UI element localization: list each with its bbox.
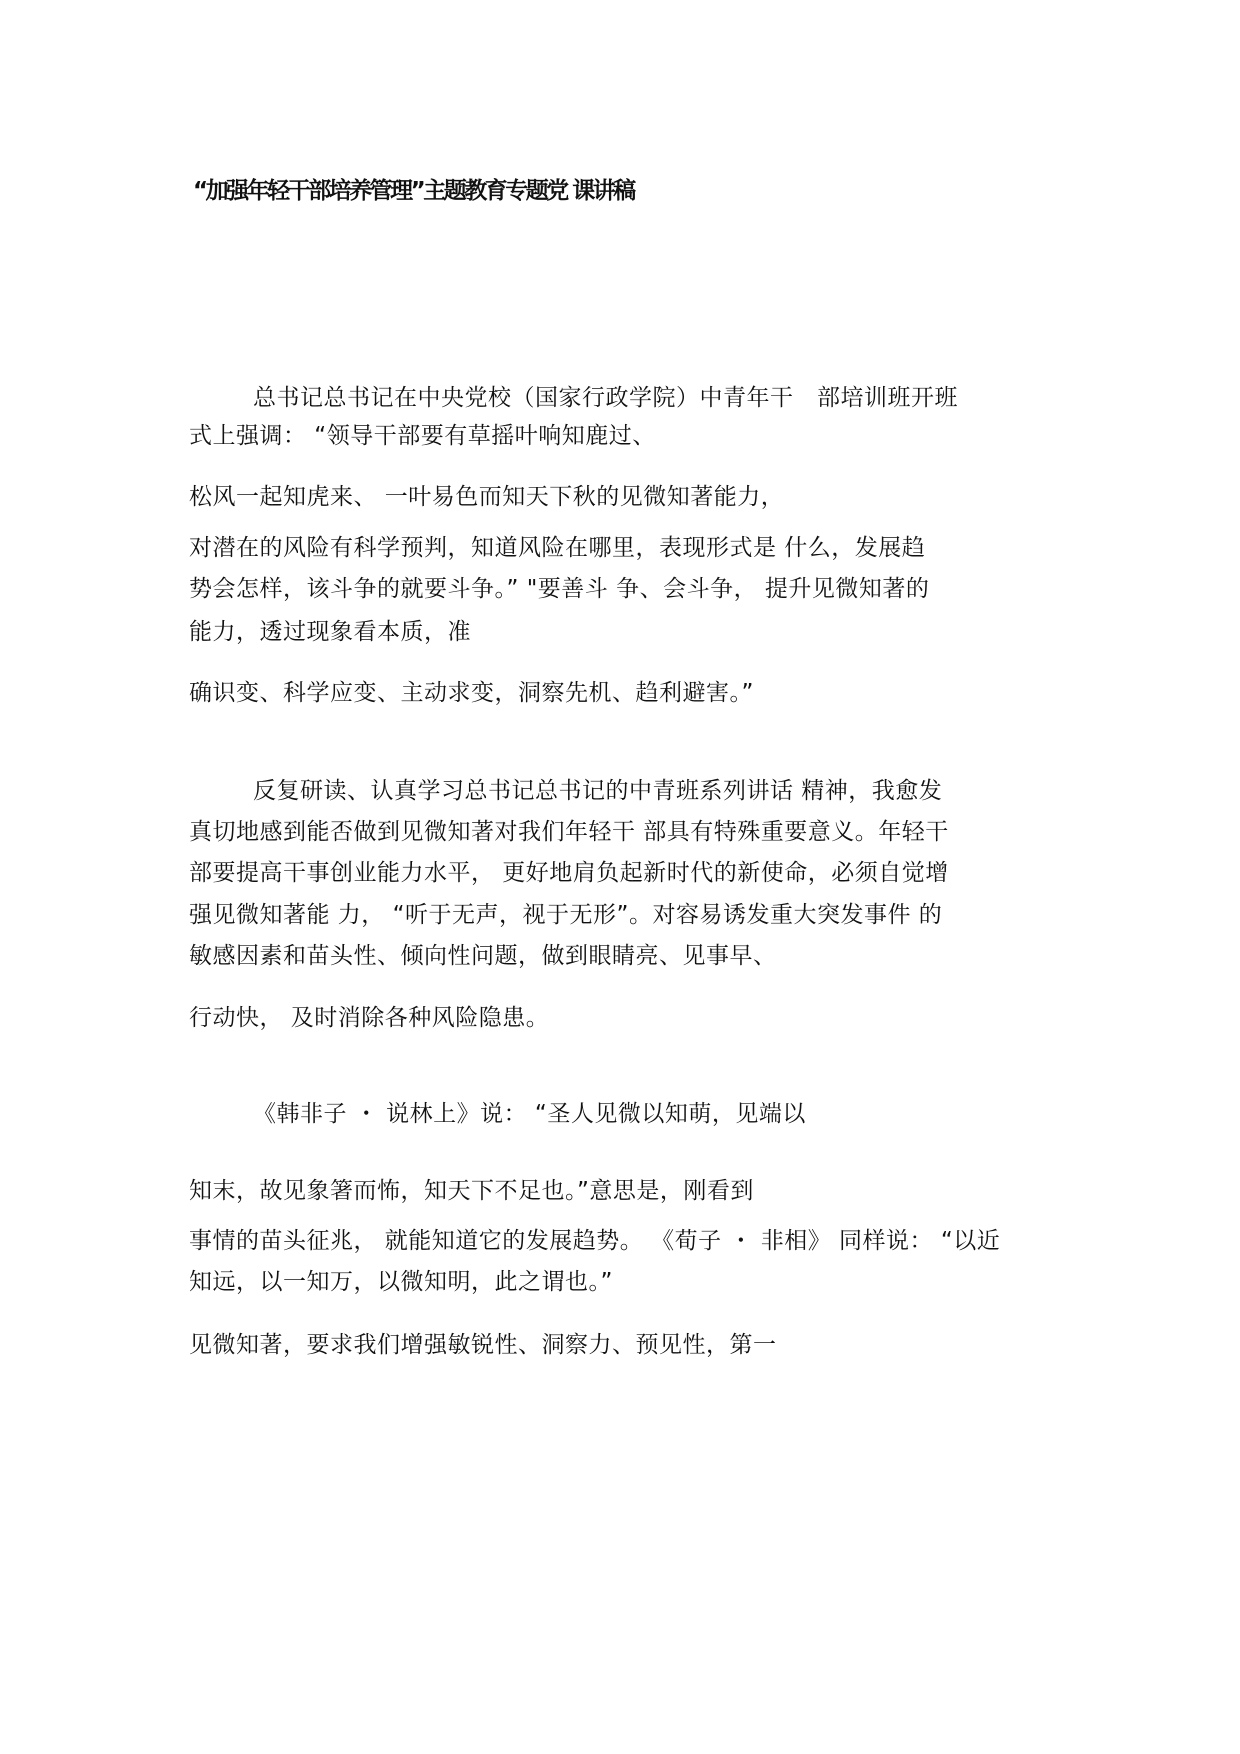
paragraph-2-line-1: 反复研读、认真学习总书记总书记的中青班系列讲话 精神，我愈发 [253, 778, 943, 804]
paragraph-2-line-3: 部要提高干事创业能力水平， 更好地肩负起新时代的新使命，必须自觉增 [189, 860, 949, 886]
paragraph-1-line-1: 总书记总书记在中央党校（国家行政学院）中青年干 部培训班开班 [253, 385, 958, 411]
paragraph-2-line-5: 敏感因素和苗头性、倾向性问题，做到眼睛亮、见事早、 [189, 943, 777, 969]
document-title: “加强年轻干部培养管理”主题教育专题党 课讲稿 [193, 178, 634, 204]
paragraph-2-line-2: 真切地感到能否做到见微知著对我们年轻干 部具有特殊重要意义。年轻干 [189, 819, 949, 845]
paragraph-1-line-5: 势会怎样，该斗争的就要斗争。” "要善斗 争、会斗争， 提升见微知著的 [189, 576, 930, 602]
paragraph-3-line-4: 知远，以一知万，以微知明，此之谓也。” [189, 1269, 613, 1295]
paragraph-1-line-3: 松风一起知虎来、 一叶易色而知天下秋的见微知著能力， [189, 484, 785, 510]
paragraph-2-line-6: 行动快， 及时消除各种风险隐患。 [189, 1005, 550, 1031]
paragraph-1-line-6: 能力，透过现象看本质，准 [189, 619, 471, 645]
paragraph-3-line-3: 事情的苗头征兆， 就能知道它的发展趋势。 《荀子 ・ 非相》 同样说： “以近 [189, 1228, 1001, 1254]
paragraph-2-line-4: 强见微知著能 力， “听于无声，视于无形”。对容易诱发重大突发事件 的 [189, 902, 943, 928]
paragraph-3-line-5: 见微知著，要求我们增强敏锐性、洞察力、预见性，第一 [189, 1332, 777, 1358]
paragraph-1-line-2: 式上强调： “领导干部要有草摇叶响知鹿过、 [189, 423, 656, 449]
paragraph-3-line-1: 《韩非子 ・ 说林上》说： “圣人见微以知萌，见端以 [253, 1101, 806, 1127]
paragraph-3-line-2: 知末，故见象箸而怖，知天下不足也。”意思是，刚看到 [189, 1178, 754, 1204]
paragraph-1-line-7: 确识变、科学应变、主动求变，洞察先机、趋利避害。” [189, 680, 754, 706]
paragraph-1-line-4: 对潜在的风险有科学预判，知道风险在哪里，表现形式是 什么，发展趋 [189, 535, 926, 561]
